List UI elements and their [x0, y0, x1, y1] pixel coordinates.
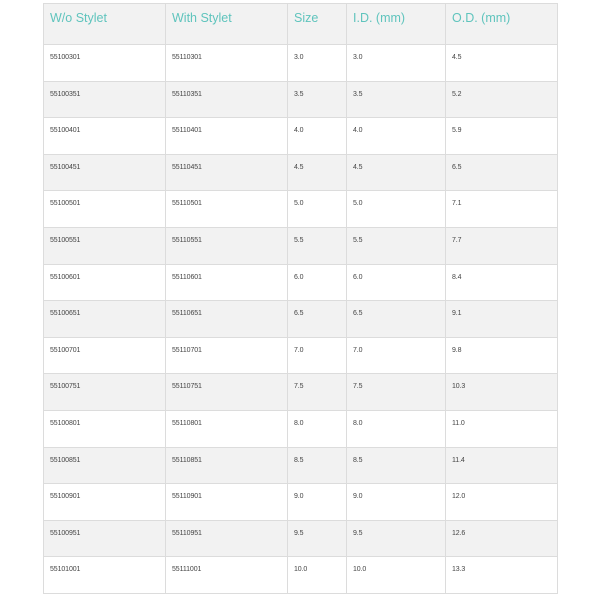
- cell-with-stylet: 55110751: [166, 374, 288, 411]
- table-row: [44, 374, 558, 411]
- cell-size: 8.5: [288, 447, 347, 484]
- table-row: [44, 81, 558, 118]
- cell-with-stylet: 55110951: [166, 520, 288, 557]
- cell-with-stylet: 55110401: [166, 118, 288, 155]
- cell-wo-stylet: 55100851: [44, 447, 166, 484]
- cell-with-stylet: 55110801: [166, 410, 288, 447]
- cell-wo-stylet: 55100951: [44, 520, 166, 557]
- cell-size: 7.5: [288, 374, 347, 411]
- cell-size: 5.0: [288, 191, 347, 228]
- header-size: Size: [288, 4, 347, 45]
- cell-inner-diameter: 5.5: [347, 227, 446, 264]
- cell-inner-diameter: 4.5: [347, 154, 446, 191]
- table-row: [44, 484, 558, 521]
- cell-outer-diameter: 4.5: [446, 45, 558, 82]
- cell-wo-stylet: 55100801: [44, 410, 166, 447]
- cell-size: 7.0: [288, 337, 347, 374]
- cell-with-stylet: 55110701: [166, 337, 288, 374]
- cell-wo-stylet: 55100451: [44, 154, 166, 191]
- table-header: [44, 4, 558, 45]
- cell-outer-diameter: 12.0: [446, 484, 558, 521]
- cell-with-stylet: 55110651: [166, 301, 288, 338]
- header-row: [44, 4, 558, 45]
- cell-inner-diameter: 7.0: [347, 337, 446, 374]
- cell-with-stylet: 55110901: [166, 484, 288, 521]
- table-row: [44, 337, 558, 374]
- cell-with-stylet: 55110601: [166, 264, 288, 301]
- cell-outer-diameter: 13.3: [446, 557, 558, 594]
- product-size-table: [43, 3, 558, 594]
- cell-outer-diameter: 5.2: [446, 81, 558, 118]
- cell-inner-diameter: 6.0: [347, 264, 446, 301]
- cell-outer-diameter: 9.1: [446, 301, 558, 338]
- cell-outer-diameter: 5.9: [446, 118, 558, 155]
- cell-outer-diameter: 9.8: [446, 337, 558, 374]
- table-body: [44, 45, 558, 594]
- cell-wo-stylet: 55100351: [44, 81, 166, 118]
- cell-inner-diameter: 7.5: [347, 374, 446, 411]
- table-row: [44, 557, 558, 594]
- cell-wo-stylet: 55101001: [44, 557, 166, 594]
- cell-outer-diameter: 11.0: [446, 410, 558, 447]
- table-row: [44, 118, 558, 155]
- cell-with-stylet: 55110351: [166, 81, 288, 118]
- cell-inner-diameter: 8.0: [347, 410, 446, 447]
- cell-inner-diameter: 4.0: [347, 118, 446, 155]
- cell-size: 6.5: [288, 301, 347, 338]
- cell-size: 4.0: [288, 118, 347, 155]
- cell-wo-stylet: 55100551: [44, 227, 166, 264]
- cell-outer-diameter: 7.1: [446, 191, 558, 228]
- cell-size: 4.5: [288, 154, 347, 191]
- table-row: [44, 45, 558, 82]
- table-row: [44, 227, 558, 264]
- cell-inner-diameter: 5.0: [347, 191, 446, 228]
- cell-with-stylet: 55110451: [166, 154, 288, 191]
- header-inner-diameter: I.D. (mm): [347, 4, 446, 45]
- cell-wo-stylet: 55100651: [44, 301, 166, 338]
- cell-wo-stylet: 55100301: [44, 45, 166, 82]
- table-row: [44, 154, 558, 191]
- cell-size: 3.0: [288, 45, 347, 82]
- cell-outer-diameter: 8.4: [446, 264, 558, 301]
- cell-size: 9.5: [288, 520, 347, 557]
- cell-inner-diameter: 3.0: [347, 45, 446, 82]
- cell-with-stylet: 55110301: [166, 45, 288, 82]
- cell-size: 9.0: [288, 484, 347, 521]
- header-wo-stylet: W/o Stylet: [44, 4, 166, 45]
- cell-inner-diameter: 6.5: [347, 301, 446, 338]
- cell-inner-diameter: 8.5: [347, 447, 446, 484]
- cell-with-stylet: 55110551: [166, 227, 288, 264]
- product-table-container: [43, 3, 557, 594]
- cell-wo-stylet: 55100601: [44, 264, 166, 301]
- cell-outer-diameter: 6.5: [446, 154, 558, 191]
- cell-size: 5.5: [288, 227, 347, 264]
- cell-with-stylet: 55111001: [166, 557, 288, 594]
- cell-size: 6.0: [288, 264, 347, 301]
- cell-outer-diameter: 7.7: [446, 227, 558, 264]
- header-with-stylet: With Stylet: [166, 4, 288, 45]
- cell-inner-diameter: 3.5: [347, 81, 446, 118]
- cell-size: 8.0: [288, 410, 347, 447]
- cell-with-stylet: 55110501: [166, 191, 288, 228]
- cell-wo-stylet: 55100751: [44, 374, 166, 411]
- cell-inner-diameter: 9.5: [347, 520, 446, 557]
- cell-size: 10.0: [288, 557, 347, 594]
- cell-wo-stylet: 55100901: [44, 484, 166, 521]
- cell-wo-stylet: 55100501: [44, 191, 166, 228]
- table-row: [44, 410, 558, 447]
- cell-outer-diameter: 11.4: [446, 447, 558, 484]
- cell-wo-stylet: 55100701: [44, 337, 166, 374]
- table-row: [44, 191, 558, 228]
- cell-with-stylet: 55110851: [166, 447, 288, 484]
- cell-size: 3.5: [288, 81, 347, 118]
- table-row: [44, 520, 558, 557]
- table-row: [44, 301, 558, 338]
- table-row: [44, 447, 558, 484]
- cell-wo-stylet: 55100401: [44, 118, 166, 155]
- cell-inner-diameter: 10.0: [347, 557, 446, 594]
- cell-outer-diameter: 12.6: [446, 520, 558, 557]
- table-row: [44, 264, 558, 301]
- cell-outer-diameter: 10.3: [446, 374, 558, 411]
- cell-inner-diameter: 9.0: [347, 484, 446, 521]
- header-outer-diameter: O.D. (mm): [446, 4, 558, 45]
